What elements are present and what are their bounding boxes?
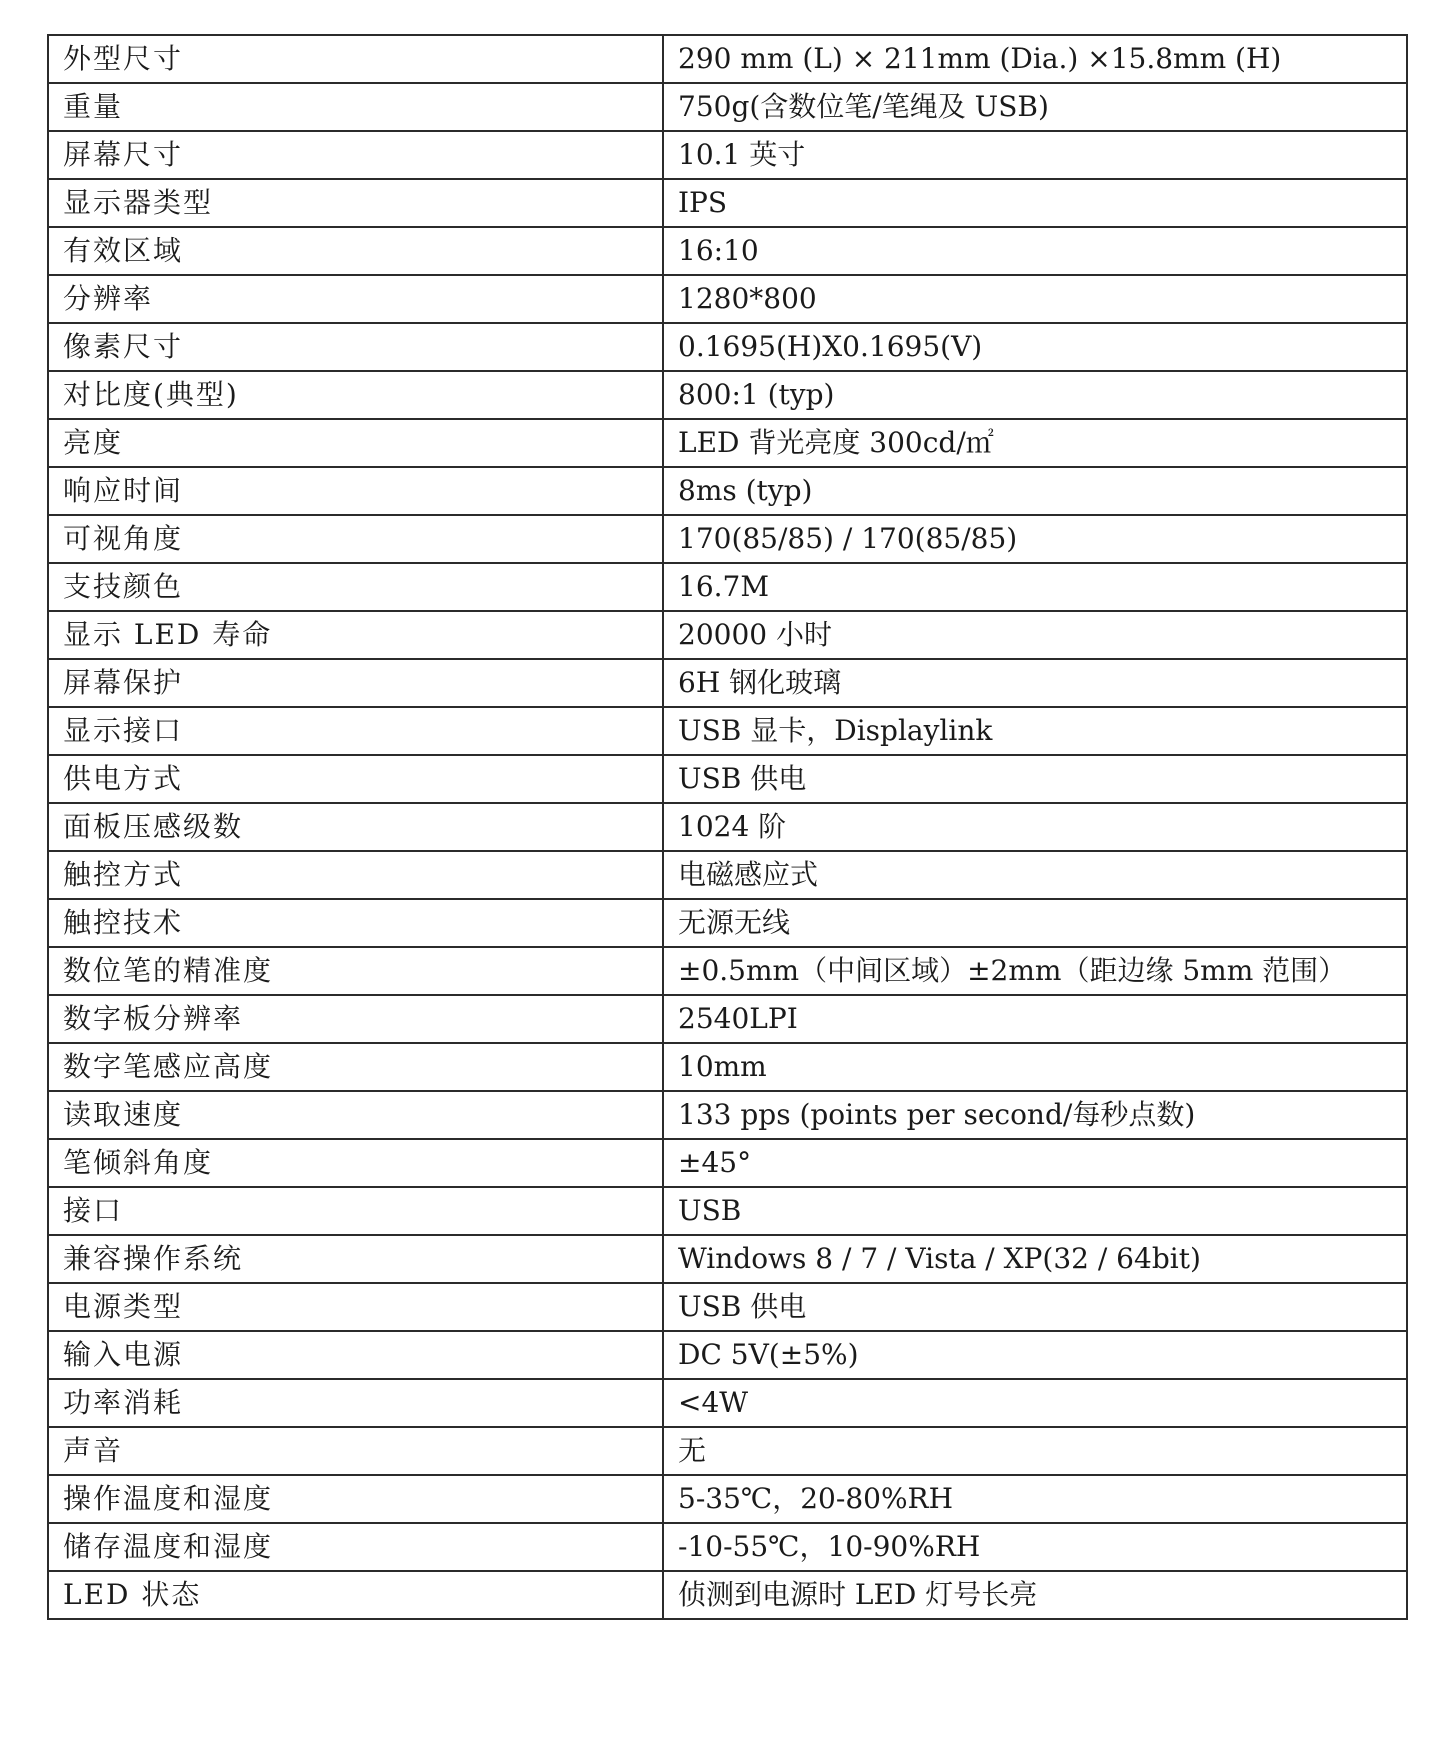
spec-label: 数字笔感应高度 <box>48 1043 663 1091</box>
spec-value: 16:10 <box>663 227 1407 275</box>
table-row <box>48 1091 1407 1139</box>
spec-value: 2540LPI <box>663 995 1407 1043</box>
spec-value: 电磁感应式 <box>663 851 1407 899</box>
spec-label: 重量 <box>48 83 663 131</box>
spec-value: DC 5V(±5%) <box>663 1331 1407 1379</box>
spec-table <box>47 34 1408 1620</box>
table-row <box>48 1571 1407 1619</box>
spec-label: 屏幕尺寸 <box>48 131 663 179</box>
spec-label: 显示器类型 <box>48 179 663 227</box>
table-row <box>48 1235 1407 1283</box>
spec-label: 储存温度和湿度 <box>48 1523 663 1571</box>
spec-value: Windows 8 / 7 / Vista / XP(32 / 64bit) <box>663 1235 1407 1283</box>
spec-value: 8ms (typ) <box>663 467 1407 515</box>
spec-value: 10.1 英寸 <box>663 131 1407 179</box>
spec-label: 声音 <box>48 1427 663 1475</box>
table-row <box>48 323 1407 371</box>
spec-value: 800:1 (typ) <box>663 371 1407 419</box>
table-row <box>48 275 1407 323</box>
spec-label: 支技颜色 <box>48 563 663 611</box>
spec-value: <4W <box>663 1379 1407 1427</box>
spec-label: 亮度 <box>48 419 663 467</box>
table-row <box>48 611 1407 659</box>
spec-label: 输入电源 <box>48 1331 663 1379</box>
spec-value: 133 pps (points per second/每秒点数) <box>663 1091 1407 1139</box>
spec-value: 0.1695(H)X0.1695(V) <box>663 323 1407 371</box>
spec-label: 电源类型 <box>48 1283 663 1331</box>
table-row <box>48 371 1407 419</box>
spec-table-body <box>48 35 1407 1619</box>
spec-label: 供电方式 <box>48 755 663 803</box>
table-row <box>48 83 1407 131</box>
spec-value: 20000 小时 <box>663 611 1407 659</box>
table-row <box>48 1475 1407 1523</box>
spec-label: 像素尺寸 <box>48 323 663 371</box>
spec-value: 750g(含数位笔/笔绳及 USB) <box>663 83 1407 131</box>
table-row <box>48 515 1407 563</box>
spec-value: USB 供电 <box>663 1283 1407 1331</box>
table-row <box>48 131 1407 179</box>
table-row <box>48 755 1407 803</box>
spec-value: 10mm <box>663 1043 1407 1091</box>
spec-label: 显示 LED 寿命 <box>48 611 663 659</box>
table-row <box>48 947 1407 995</box>
spec-value: USB <box>663 1187 1407 1235</box>
spec-label: 触控方式 <box>48 851 663 899</box>
table-row <box>48 851 1407 899</box>
spec-label: 操作温度和湿度 <box>48 1475 663 1523</box>
table-row <box>48 707 1407 755</box>
table-row <box>48 1427 1407 1475</box>
spec-value: 170(85/85) / 170(85/85) <box>663 515 1407 563</box>
spec-value: 290 mm (L) × 211mm (Dia.) ×15.8mm (H) <box>663 35 1407 83</box>
spec-label: 对比度(典型) <box>48 371 663 419</box>
spec-value: ±0.5mm（中间区域）±2mm（距边缘 5mm 范围） <box>663 947 1407 995</box>
spec-label: 接口 <box>48 1187 663 1235</box>
spec-value: ±45° <box>663 1139 1407 1187</box>
spec-label: 触控技术 <box>48 899 663 947</box>
table-row <box>48 1043 1407 1091</box>
table-row <box>48 803 1407 851</box>
spec-label: 数位笔的精准度 <box>48 947 663 995</box>
spec-value: 6H 钢化玻璃 <box>663 659 1407 707</box>
table-row <box>48 1379 1407 1427</box>
table-row <box>48 179 1407 227</box>
spec-value: 无源无线 <box>663 899 1407 947</box>
table-row <box>48 227 1407 275</box>
table-row <box>48 659 1407 707</box>
spec-value: USB 供电 <box>663 755 1407 803</box>
table-row <box>48 467 1407 515</box>
spec-value: USB 显卡，Displaylink <box>663 707 1407 755</box>
spec-label: 外型尺寸 <box>48 35 663 83</box>
spec-label: 数字板分辨率 <box>48 995 663 1043</box>
table-row <box>48 899 1407 947</box>
spec-label: 兼容操作系统 <box>48 1235 663 1283</box>
table-row <box>48 35 1407 83</box>
spec-label: 屏幕保护 <box>48 659 663 707</box>
table-row <box>48 1331 1407 1379</box>
spec-label: 读取速度 <box>48 1091 663 1139</box>
spec-label: 面板压感级数 <box>48 803 663 851</box>
spec-value: 侦测到电源时 LED 灯号长亮 <box>663 1571 1407 1619</box>
table-row <box>48 1523 1407 1571</box>
spec-value: 1024 阶 <box>663 803 1407 851</box>
table-row <box>48 995 1407 1043</box>
table-row <box>48 419 1407 467</box>
spec-label: 分辨率 <box>48 275 663 323</box>
spec-label: 显示接口 <box>48 707 663 755</box>
table-row <box>48 563 1407 611</box>
spec-label: 响应时间 <box>48 467 663 515</box>
spec-label: 功率消耗 <box>48 1379 663 1427</box>
spec-value: LED 背光亮度 300cd/㎡ <box>663 419 1407 467</box>
spec-value: 16.7M <box>663 563 1407 611</box>
spec-label: 有效区域 <box>48 227 663 275</box>
spec-label: 笔倾斜角度 <box>48 1139 663 1187</box>
spec-value: IPS <box>663 179 1407 227</box>
spec-label: 可视角度 <box>48 515 663 563</box>
spec-value: -10-55℃，10-90%RH <box>663 1523 1407 1571</box>
spec-value: 无 <box>663 1427 1407 1475</box>
table-row <box>48 1187 1407 1235</box>
table-row <box>48 1139 1407 1187</box>
spec-label: LED 状态 <box>48 1571 663 1619</box>
table-row <box>48 1283 1407 1331</box>
spec-value: 1280*800 <box>663 275 1407 323</box>
spec-value: 5-35℃，20-80%RH <box>663 1475 1407 1523</box>
